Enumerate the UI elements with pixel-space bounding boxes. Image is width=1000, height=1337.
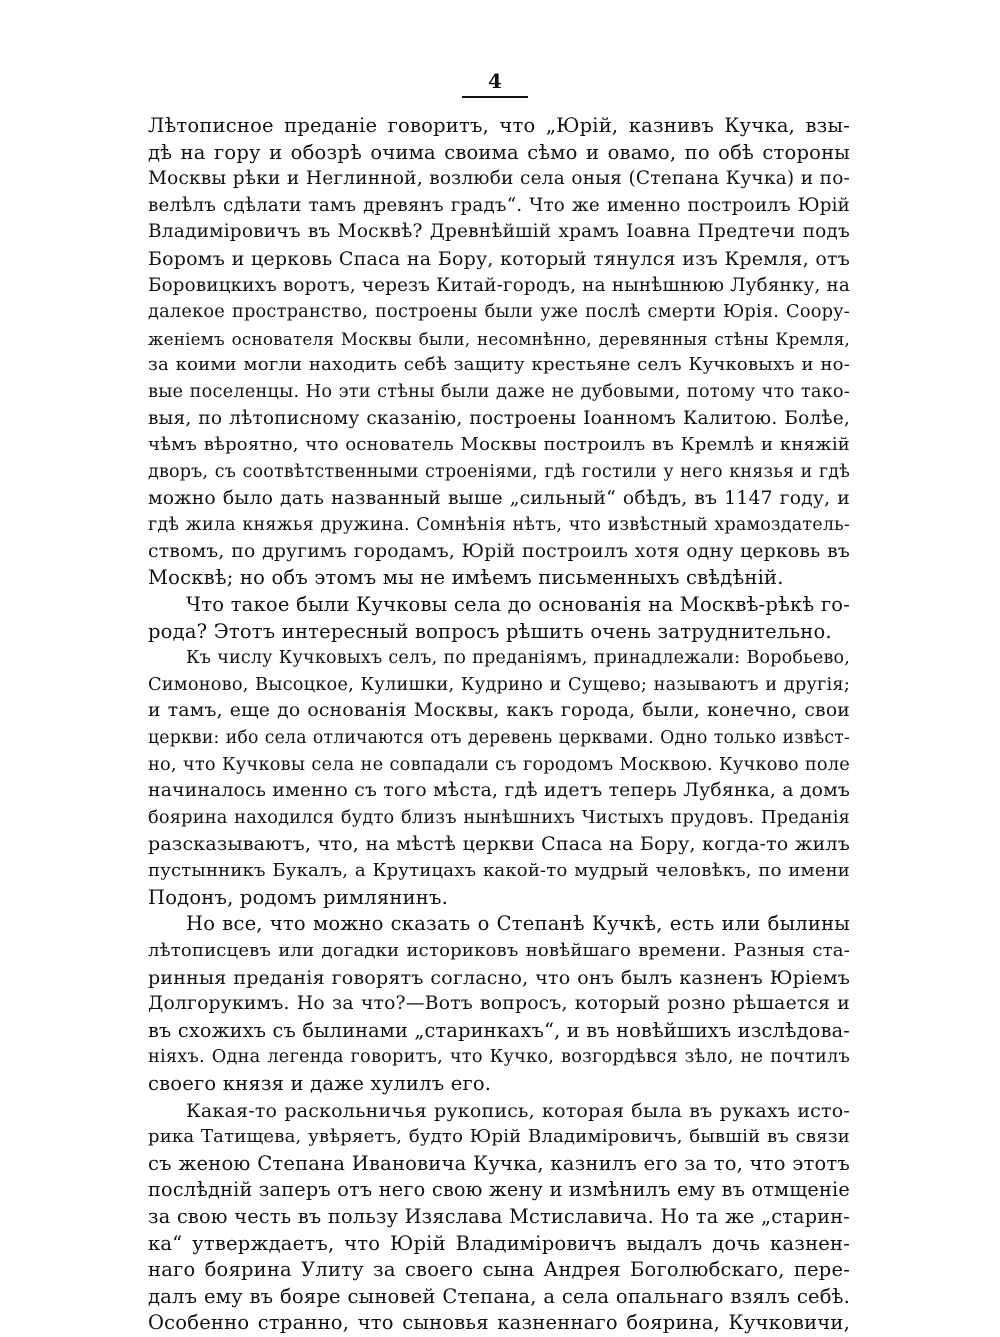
text-line: въ схожихъ съ былинами „старинкахъ“, и въ новѣйшихъ изслѣдова- xyxy=(148,1018,850,1042)
text-line: своего князя и даже хулилъ его. xyxy=(148,1071,492,1095)
text-line: ка“ утверждаетъ, что Юрій Владиміровичъ выдалъ дочь казнен- xyxy=(148,1231,850,1255)
text-line: вые поселенцы. Но эти стѣны были даже не дубовыми, потому что тако- xyxy=(148,382,850,403)
text-line: за коими могли находить себѣ защиту крестьяне селъ Кучковыхъ и но- xyxy=(148,354,850,376)
text-line: разсказываютъ, что, на мѣстѣ церкви Спаса на Бору, когда-то жилъ xyxy=(148,833,850,856)
page-number: 4 xyxy=(488,69,502,93)
text-line: Лѣтописное преданіе говоритъ, что „Юрій, казнивъ Кучка, взы- xyxy=(148,114,850,137)
text-line: выя, по лѣтописному сказанію, построены Іоанномъ Калитою. Болѣе, xyxy=(148,407,850,429)
text-line: рика Татищева, увѣряетъ, будто Юрій Владиміровичъ, бывшій въ связи xyxy=(148,1126,850,1148)
text-line: послѣдній заперъ отъ него свою жену и измѣнилъ ему въ отмщеніе xyxy=(148,1178,850,1202)
text-line: церкви: ибо села отличаются отъ деревень церквами. Одно только извѣст- xyxy=(148,728,850,749)
text-line: боярина находился будто близъ нынѣшнихъ Чистыхъ прудовъ. Преданія xyxy=(148,807,850,828)
text-line: наго боярина Улиту за своего сына Андрея Боголюбскаго, пере- xyxy=(148,1258,850,1282)
text-line: чѣмъ вѣроятно, что основатель Москвы построилъ въ Кремлѣ и княжій xyxy=(148,434,850,456)
text-line: ствомъ, по другимъ городамъ, Юрій построилъ хотя одну церковь въ xyxy=(148,540,850,562)
text-line: Боромъ и церковь Спаса на Бору, который тянулся изъ Кремля, отъ xyxy=(148,248,850,271)
text-line: дворъ, съ соотвѣтственными строеніями, гдѣ гостили у него князья и гдѣ xyxy=(148,461,850,482)
text-line: велѣлъ сдѣлати тамъ древянъ градъ“. Что же именно построилъ Юрій xyxy=(148,194,850,216)
text-line: Какая-то раскольничья рукопись, которая была въ рукахъ исто- xyxy=(186,1099,850,1122)
text-line: Москвѣ; но объ этомъ мы не имѣемъ письменныхъ свѣдѣній. xyxy=(148,566,784,590)
text-line: съ женою Степана Ивановича Кучка, казнилъ его за то, что этотъ xyxy=(148,1151,850,1175)
text-line: начиналось именно съ того мѣста, гдѣ идетъ теперь Лубянка, а домъ xyxy=(148,780,850,802)
text-line: Владиміровичъ въ Москвѣ? Древнѣйшій храмъ Іоавна Предтечи подъ xyxy=(148,221,850,243)
text-line: дѣ на гору и обозрѣ очима своима сѣмо и овамо, по обѣ стороны xyxy=(148,140,850,164)
text-line: ніяхъ. Одна легенда говоритъ, что Кучко, возгордѣвся зѣло, не почтилъ xyxy=(148,1047,850,1068)
text-line: Боровицкихъ воротъ, черезъ Китай-городъ, на нынѣшнюю Лубянку, на xyxy=(148,274,850,296)
text-line: Особенно странно, что сыновья казненнаго боярина, Кучковичи, xyxy=(148,1311,850,1335)
text-line: Подонъ, родомъ римлянинъ. xyxy=(148,885,448,909)
page-number-rule xyxy=(462,96,528,98)
text-line: лѣтописцевъ или догадки историковъ новѣйшаго времени. Разныя ста- xyxy=(148,939,850,961)
text-line: Москвы рѣки и Неглинной, возлюби села оныя (Степана Кучка) и по- xyxy=(148,168,850,190)
text-line: пустынникъ Букалъ, а Крутицахъ какой-то мудрый человѣкъ, по имени xyxy=(148,860,850,882)
text-line: можно было дать названный выше „сильный“ обѣдъ, въ 1147 году, и xyxy=(148,487,850,509)
text-line: Но все, что можно сказать о Степанѣ Кучкѣ, есть или былины xyxy=(186,912,850,936)
body-text xyxy=(148,113,850,1337)
text-line: но, что Кучковы села не совпадали съ городомъ Москвою. Кучково поле xyxy=(148,754,850,775)
text-line: Симоново, Высоцкое, Кулишки, Кудрино и Сущево; называютъ и другія; xyxy=(148,674,850,695)
text-line: далекое пространство, построены были уже послѣ смерти Юрія. Соору- xyxy=(148,302,850,323)
text-line: и тамъ, еще до основанія Москвы, какъ города, были, конечно, свои xyxy=(148,700,850,722)
text-line: Что такое были Кучковы села до основанія на Москвѣ-рѣкѣ го- xyxy=(186,592,850,616)
text-line: за свою честь въ пользу Изяслава Мстиславича. Но та же „старин- xyxy=(148,1204,850,1228)
text-line: далъ ему въ бояре сыновей Степана, а села опальнаго взялъ себѣ. xyxy=(148,1284,850,1308)
text-line: Къ числу Кучковыхъ селъ, по преданіямъ, принадлежали: Воробьево, xyxy=(186,648,850,669)
text-line: гдѣ жила княжья дружина. Сомнѣнія нѣтъ, что извѣстный храмоздатель- xyxy=(148,515,850,536)
text-line: женіемъ основателя Москвы были, несомнѣнно, деревянныя стѣны Кремля, xyxy=(148,328,850,349)
text-line: Долгорукимъ. Но за что?—Вотъ вопросъ, который розно рѣшается и xyxy=(148,993,850,1015)
text-line: рода? Этотъ интересный вопросъ рѣшить очень затруднительно. xyxy=(148,619,832,643)
text-line: ринныя преданія говорятъ согласно, что онъ былъ казненъ Юріемъ xyxy=(148,966,850,989)
